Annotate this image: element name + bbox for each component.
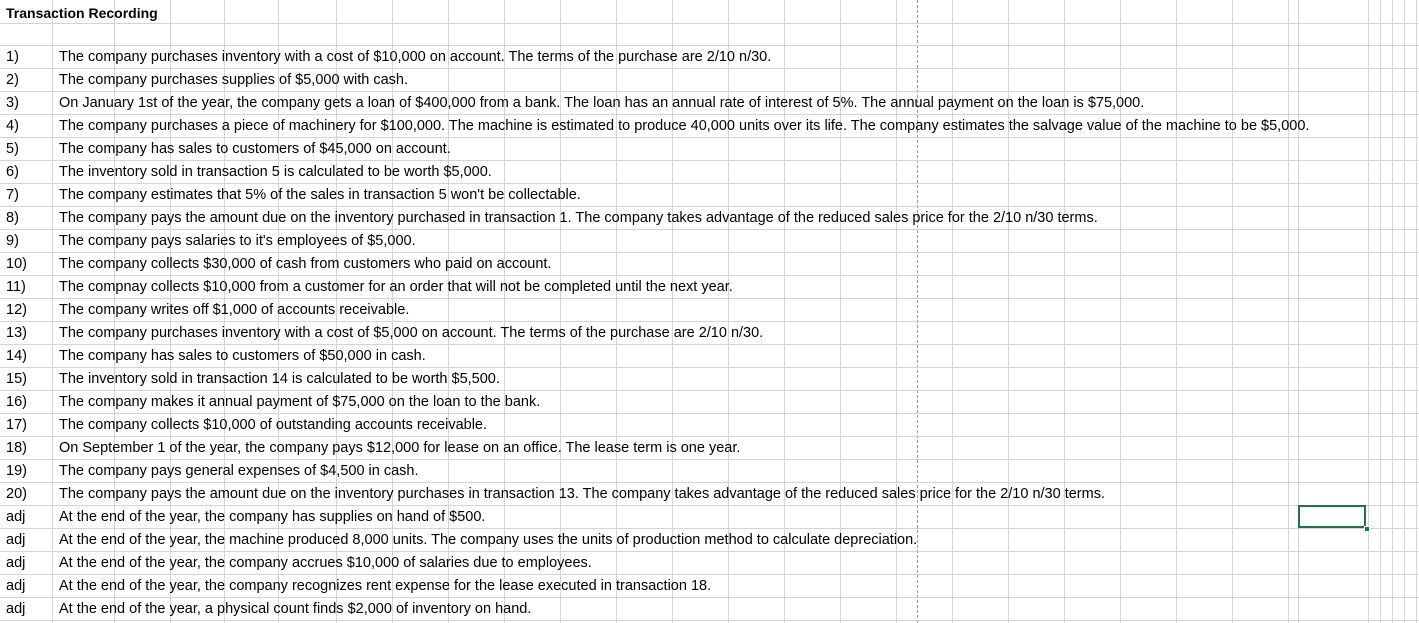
grid-column-line: [1416, 0, 1417, 623]
row-number-cell[interactable]: 4): [6, 118, 19, 134]
row-number-cell[interactable]: 15): [6, 371, 27, 387]
transaction-description-cell[interactable]: The company purchases supplies of $5,000 with cash.: [59, 72, 409, 88]
transaction-description-cell[interactable]: At the end of the year, the company recognizes rent expense for the lease executed in transaction 18.: [59, 578, 712, 594]
row-number-cell[interactable]: 12): [6, 302, 27, 318]
row-number-cell[interactable]: 14): [6, 348, 27, 364]
grid-column-line: [1232, 0, 1233, 623]
grid-column-line: [1380, 0, 1381, 623]
transaction-description-cell[interactable]: The company writes off $1,000 of accounts receivable.: [59, 302, 410, 318]
transaction-description-cell[interactable]: At the end of the year, the company accrues $10,000 of salaries due to employees.: [59, 555, 592, 571]
row-number-cell[interactable]: adj: [6, 601, 26, 617]
row-number-cell[interactable]: 2): [6, 72, 19, 88]
grid-column-line: [1288, 0, 1289, 623]
transaction-description-cell[interactable]: At the end of the year, the company has supplies on hand of $500.: [59, 509, 486, 525]
fill-handle[interactable]: [1364, 526, 1370, 532]
transaction-description-cell[interactable]: The inventory sold in transaction 14 is calculated to be worth $5,500.: [59, 371, 500, 387]
transaction-description-cell[interactable]: At the end of the year, a physical count finds $2,000 of inventory on hand.: [59, 601, 532, 617]
transaction-description-cell[interactable]: On January 1st of the year, the company gets a loan of $400,000 from a bank. The loan has an annual rate of interest of 5%. The annual payment on the loan is $75,000.: [59, 95, 1145, 111]
grid-column-line: [1176, 0, 1177, 623]
row-number-cell[interactable]: 6): [6, 164, 19, 180]
row-number-cell[interactable]: 7): [6, 187, 19, 203]
grid-column-line: [1404, 0, 1405, 623]
row-number-cell[interactable]: 20): [6, 486, 27, 502]
row-number-cell[interactable]: adj: [6, 555, 26, 571]
row-number-cell[interactable]: 17): [6, 417, 27, 433]
transaction-description-cell[interactable]: The company pays general expenses of $4,500 in cash.: [59, 463, 419, 479]
grid-column-line: [1298, 0, 1299, 623]
transaction-description-cell[interactable]: The company pays the amount due on the inventory purchased in transaction 1. The company takes advantage of the reduced sales price for the 2/10 n/30 terms.: [59, 210, 1098, 226]
transaction-description-cell[interactable]: At the end of the year, the machine produced 8,000 units. The company uses the units of production method to calculate depreciation.: [59, 532, 918, 548]
row-number-cell[interactable]: 10): [6, 256, 27, 272]
transaction-description-cell[interactable]: The company purchases inventory with a cost of $5,000 on account. The terms of the purchase are 2/10 n/30.: [59, 325, 764, 341]
row-number-cell[interactable]: 13): [6, 325, 27, 341]
row-number-cell[interactable]: 3): [6, 95, 19, 111]
row-number-cell[interactable]: 1): [6, 49, 19, 65]
row-number-cell[interactable]: 16): [6, 394, 27, 410]
row-number-cell[interactable]: 11): [6, 279, 26, 295]
transaction-description-cell[interactable]: The company estimates that 5% of the sales in transaction 5 won't be collectable.: [59, 187, 581, 203]
sheet-title-cell[interactable]: Transaction Recording: [6, 5, 158, 21]
row-number-cell[interactable]: 8): [6, 210, 19, 226]
transaction-description-cell[interactable]: On September 1 of the year, the company pays $12,000 for lease on an office. The lease term is one year.: [59, 440, 741, 456]
row-number-cell[interactable]: adj: [6, 578, 26, 594]
grid-column-line: [1392, 0, 1393, 623]
row-number-cell[interactable]: 5): [6, 141, 19, 157]
row-number-cell[interactable]: adj: [6, 532, 26, 548]
transaction-description-cell[interactable]: The company purchases inventory with a cost of $10,000 on account. The terms of the purchase are 2/10 n/30.: [59, 49, 772, 65]
transaction-description-cell[interactable]: The company pays salaries to it's employees of $5,000.: [59, 233, 416, 249]
transaction-description-cell[interactable]: The compnay collects $10,000 from a customer for an order that will not be completed until the next year.: [59, 279, 733, 295]
transaction-description-cell[interactable]: The inventory sold in transaction 5 is calculated to be worth $5,000.: [59, 164, 492, 180]
transaction-description-cell[interactable]: The company pays the amount due on the inventory purchases in transaction 13. The company takes advantage of the reduced sales price for the 2/10 n/30 terms.: [59, 486, 1105, 502]
transaction-description-cell[interactable]: The company has sales to customers of $45,000 on account.: [59, 141, 451, 157]
selected-cell[interactable]: [1298, 505, 1366, 528]
row-number-cell[interactable]: 18): [6, 440, 27, 456]
transaction-description-cell[interactable]: The company has sales to customers of $50,000 in cash.: [59, 348, 426, 364]
row-number-cell[interactable]: 9): [6, 233, 19, 249]
transaction-description-cell[interactable]: The company makes it annual payment of $75,000 on the loan to the bank.: [59, 394, 541, 410]
row-number-cell[interactable]: adj: [6, 509, 26, 525]
transaction-description-cell[interactable]: The company collects $30,000 of cash from customers who paid on account.: [59, 256, 552, 272]
transaction-description-cell[interactable]: The company purchases a piece of machinery for $100,000. The machine is estimated to produce 40,000 units over its life. The company estimates the salvage value of the machine to be $5,000.: [59, 118, 1310, 134]
row-number-cell[interactable]: 19): [6, 463, 27, 479]
transaction-description-cell[interactable]: The company collects $10,000 of outstanding accounts receivable.: [59, 417, 488, 433]
grid-row-line: [0, 23, 1419, 24]
grid-column-line: [52, 0, 53, 623]
